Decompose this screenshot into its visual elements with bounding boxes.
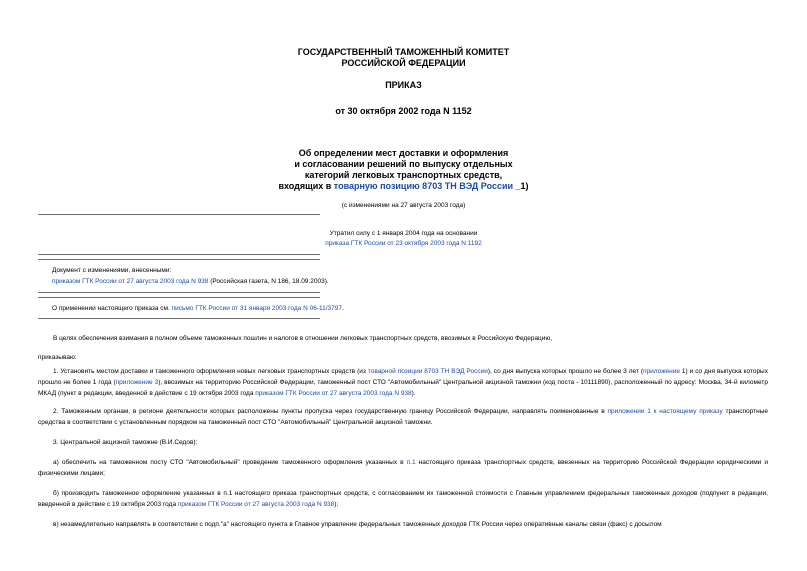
committee-name-line2: РОССИЙСКОЙ ФЕДЕРАЦИИ <box>341 58 466 68</box>
document-title-line2: и согласовании решений по выпуску отдельных <box>294 159 513 169</box>
divider <box>38 318 320 319</box>
changes-doc-label: Документ с изменениями, внесенными: <box>52 267 172 274</box>
paragraph-1: 1. Установить местом доставки и таможенного оформления новых легковых транспортных средств (из товарной позиции 8703 ТН ВЭД России), со дня выпуска которых прошло не более 3 лет (приложение 1) и со дня выпуска которых прошло не более 1 года (приложение 3), ввозимых на территорию Российской Федерации, таможенный пост СТО "Автомобильный" Центральной акцизной таможни (код поста - 10111890), расположенный по адресу: Москва, 34-й километр МКАД (пункт в редакции, введенной в действие с 19 октября 2003 года приказом ГТК России от 27 августа 2003 года N 938). <box>38 368 768 397</box>
appendix-1-link[interactable]: приложение <box>643 368 680 375</box>
point-1-link[interactable]: п.1 <box>406 459 416 466</box>
subparagraph-c: в) незамедлительно направлять в соответствии с подп."а" настоящего пункта в Главное управление федеральных таможенных доходов ГТК России через оперативные каналы связи (факс) с досылом <box>53 521 662 528</box>
intro-paragraph: В целях обеспечения взимания в полном объеме таможенных пошлин и налогов в отношении легковых транспортных средств, ввозимых в Российскую Федерацию, <box>53 335 553 342</box>
document-title-line4: входящих в товарную позицию 8703 ТН ВЭД России _1) <box>278 181 529 191</box>
subparagraph-b: б) производить таможенное оформление указанных в п.1 настоящего приказа транспортных средств, с согласованием их таможенной стоимости с Главным управлением федеральных таможенных доходов (подпункт в редакции, введенной в действие с 19 октября 2003 года приказом ГТК России от 27 августа 2003 года N 938); <box>38 490 768 508</box>
appendix-3-link[interactable]: приложение 3 <box>115 379 159 386</box>
amendment-note: (с изменениями на 27 августа 2003 года) <box>341 202 466 209</box>
changes-doc-ref: приказом ГТК России от 27 августа 2003 года N 938 (Российская газета, N 186, 18.09.2003). <box>52 278 329 285</box>
document-date-number: от 30 октября 2002 года N 1152 <box>335 106 472 116</box>
committee-name-line1: ГОСУДАРСТВЕННЫЙ ТАМОЖЕННЫЙ КОМИТЕТ <box>297 47 510 57</box>
order-938-link[interactable]: приказом ГТК России от 27 августа 2003 года N 938 <box>52 278 209 285</box>
document-title-line3: категорий легковых транспортных средств, <box>304 170 503 180</box>
validity-link-line <box>0 239 807 249</box>
order-word: приказываю: <box>38 354 77 361</box>
letter-06-11-3797-link[interactable]: письмо ГТК России от 31 января 2003 года N 06-11/3797 <box>171 305 342 312</box>
document-title-line1: Об определении мест доставки и оформления <box>298 148 509 158</box>
document-type: ПРИКАЗ <box>385 80 422 90</box>
order-938-link[interactable]: приказом ГТК России от 27 августа 2003 года N 938 <box>177 501 335 508</box>
divider <box>38 259 320 260</box>
appendix-1-order-link[interactable]: приложении 1 к настоящему приказу <box>607 408 723 415</box>
tn-ved-8703-link[interactable]: товарной позиции 8703 ТН ВЭД России <box>367 368 488 375</box>
divider <box>38 254 320 255</box>
divider <box>38 297 320 298</box>
validity-note: Утратил силу с 1 января 2004 года на основании <box>329 230 478 237</box>
application-note: О применении настоящего приказа см. письмо ГТК России от 31 января 2003 года N 06-11/3797. <box>52 305 344 312</box>
paragraph-2: 2. Таможенным органам, в регионе деятельности которых расположены пункты пропуска через государственную границу Российской Федерации, направлять поименованные в приложении 1 к настоящему приказу транспортные средства в соответствии с установленным порядком на таможенный пост СТО "Автомобильный" Центральной акцизной таможни. <box>38 408 768 426</box>
subparagraph-a: а) обеспечить на таможенном посту СТО "Автомобильный" проведение таможенного оформления указанных в п.1 настоящего приказа транспортных средств, ввезенных на территорию Российской Федерации юридическими и физическими лицами; <box>38 459 768 477</box>
divider <box>38 214 320 215</box>
order-938-link[interactable]: приказом ГТК России от 27 августа 2003 года N 938 <box>255 390 412 397</box>
tn-ved-8703-link[interactable]: товарную позицию 8703 ТН ВЭД России <box>333 181 514 191</box>
divider <box>38 292 320 293</box>
paragraph-3: 3. Центральной акцизной таможне (В.И.Седов): <box>53 439 198 446</box>
order-1192-link[interactable]: приказа ГТК России от 23 октября 2003 года N 1192 <box>325 240 482 247</box>
